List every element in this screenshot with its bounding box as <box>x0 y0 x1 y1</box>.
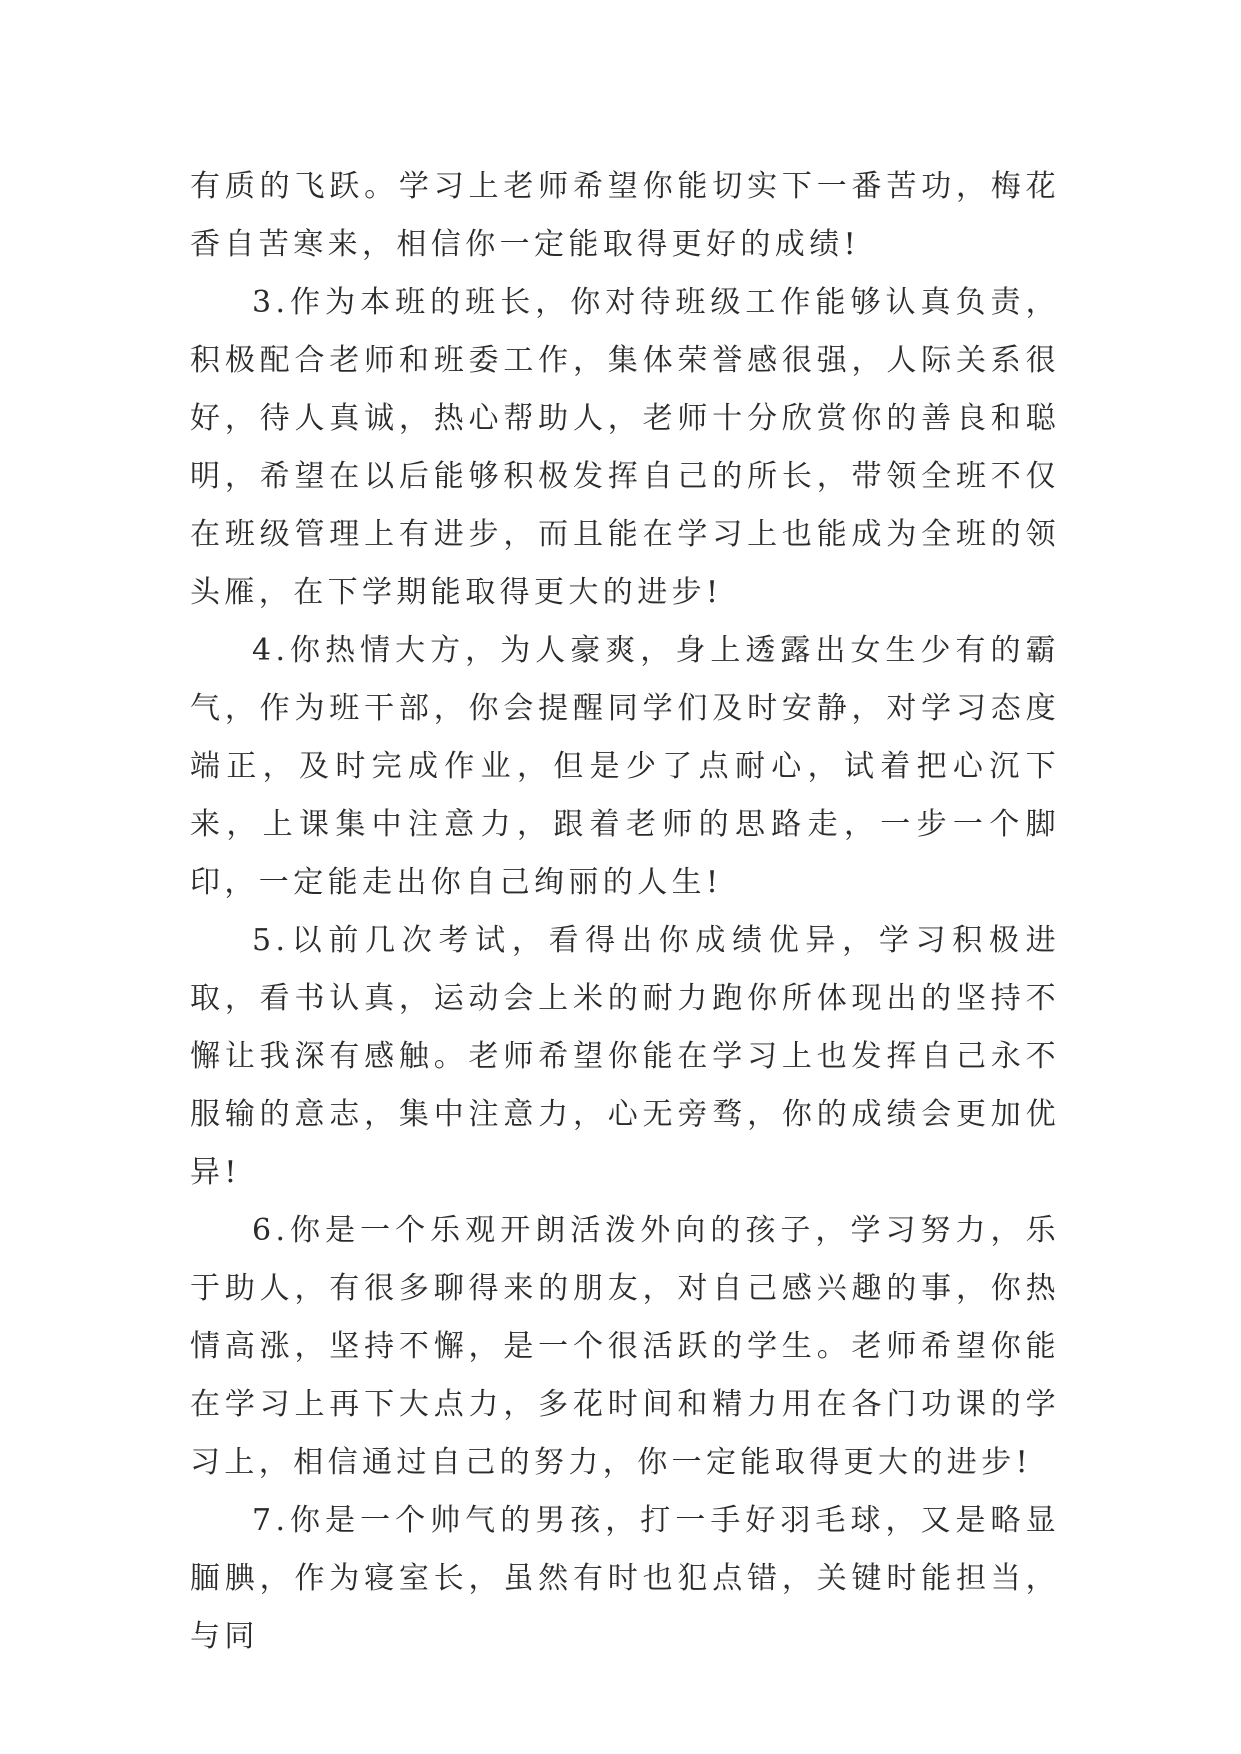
paragraph-item-7: 7.你是一个帅气的男孩，打一手好羽毛球，又是略显腼腆，作为寝室长，虽然有时也犯点错，关键时能担当，与同 <box>190 1503 1060 1654</box>
paragraph-item-3: 3.作为本班的班长，你对待班级工作能够认真负责，积极配合老师和班委工作，集体荣誉感很强，人际关系很好，待人真诚，热心帮助人，老师十分欣赏你的善良和聪明，希望在以后能够积极发挥自己的所长，带领全班不仅在班级管理上有进步，而且能在学习上也能成为全班的领头雁，在下学期能取得更大的进步! <box>190 285 1060 610</box>
paragraph-item-4: 4.你热情大方，为人豪爽，身上透露出女生少有的霸气，作为班干部，你会提醒同学们及时安静，对学习态度端正，及时完成作业，但是少了点耐心，试着把心沉下来，上课集中注意力，跟着老师的思路走，一步一个脚印，一定能走出你自己绚丽的人生! <box>190 633 1060 900</box>
document-body <box>190 158 1060 1666</box>
paragraph-item-5: 5.以前几次考试，看得出你成绩优异，学习积极进取，看书认真，运动会上米的耐力跑你所体现出的坚持不懈让我深有感触。老师希望你能在学习上也发挥自己永不服输的意志，集中注意力，心无旁骛，你的成绩会更加优异! <box>190 923 1060 1190</box>
paragraph-continuation: 有质的飞跃。学习上老师希望你能切实下一番苦功，梅花香自苦寒来，相信你一定能取得更好的成绩! <box>190 169 1060 262</box>
paragraph-item-6: 6.你是一个乐观开朗活泼外向的孩子，学习努力，乐于助人，有很多聊得来的朋友，对自己感兴趣的事，你热情高涨，坚持不懈，是一个很活跃的学生。老师希望你能在学习上再下大点力，多花时间和精力用在各门功课的学习上，相信通过自己的努力，你一定能取得更大的进步! <box>190 1213 1060 1480</box>
